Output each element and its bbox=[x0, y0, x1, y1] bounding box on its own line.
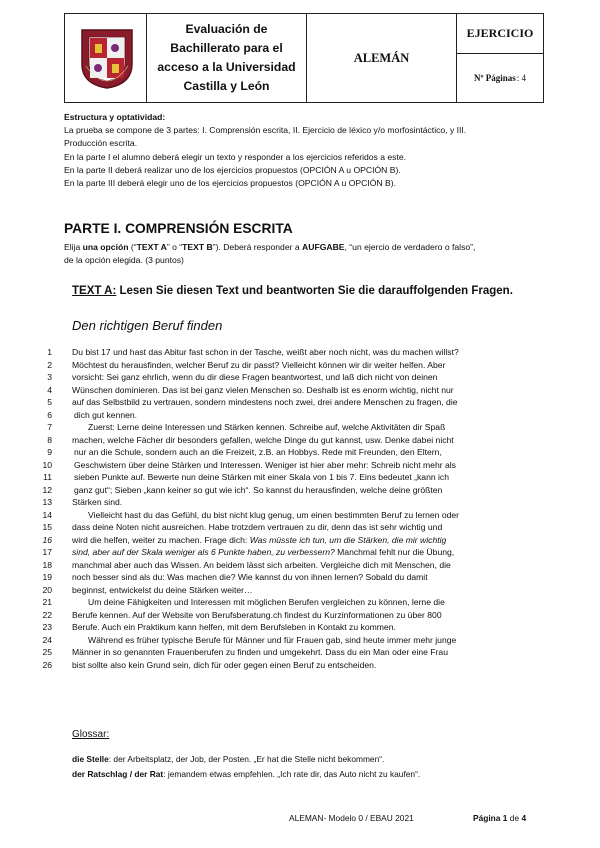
line-number: 7 bbox=[47, 422, 52, 432]
line-number: 8 bbox=[47, 434, 52, 445]
line-number: 18 bbox=[42, 559, 52, 570]
structure-line: En la parte I el alumno deberá elegir un texto y responder a los ejercicios referidos a este. bbox=[64, 151, 407, 162]
text-line: 26 bist sollte also kein Grund sein, dich für oder gegen einen Beruf zu entscheiden. bbox=[30, 659, 550, 672]
glossary-entry: die Stelle: der Arbeitsplatz, der Job, der Posten. „Er hat die Stelle nicht bekommen“. bbox=[72, 754, 385, 764]
line-number: 12 bbox=[42, 484, 52, 495]
text-line: 16 wird die helfen, weiter zu machen. Frage dich: Was müsste ich tun, um die Stärken, die mir wichtig bbox=[30, 534, 550, 547]
text-line: 18 manchmal aber auch das Wissen. An beidem lässt sich arbeiten. Vergleiche dich mit Menschen, die bbox=[30, 559, 550, 572]
text-line: 17 sind, aber auf der Skala weniger als 6 Punkte haben, zu verbessern? Manchmal fehlt nur die Übung, bbox=[30, 546, 550, 559]
line-number: 24 bbox=[42, 634, 52, 645]
part-title: PARTE I. COMPRENSIÓN ESCRITA bbox=[64, 221, 293, 236]
structure-line: La prueba se compone de 3 partes: I. Comprensión escrita, II. Ejercicio de léxico y/o morfosintáctico, y III. bbox=[64, 125, 467, 136]
line-number: 19 bbox=[42, 572, 52, 582]
pages-value: : 4 bbox=[516, 72, 526, 83]
text-line: 15 dass deine Noten nicht ausreichen. Habe trotzdem vertrauen zu dir, denn das ist sehr wichtig und bbox=[30, 521, 550, 534]
text-a-instruction: Lesen Sie diesen Text und beantworten Sie die darauffolgenden Fragen. bbox=[116, 285, 513, 297]
line-number: 21 bbox=[42, 597, 52, 607]
line-number: 14 bbox=[42, 509, 52, 520]
part-description: Elija una opción (“TEXT A” o “TEXT B”). Deberá responder a AUFGABE, “un ejercio de verdadero o falso”, de la opción elegida. (3 puntos) bbox=[64, 242, 476, 265]
line-number: 13 bbox=[42, 497, 52, 507]
structure-line: En la parte II deberá realizar uno de los ejercicios propuestos (OPCIÓN A u OPCIÓN B). bbox=[64, 164, 401, 175]
exercise-label: EJERCICIO bbox=[457, 14, 543, 54]
glossary bbox=[72, 752, 552, 782]
line-number: 15 bbox=[42, 522, 52, 532]
text-subtitle: Den richtigen Beruf finden bbox=[72, 318, 223, 333]
logo-cell bbox=[65, 14, 147, 102]
text-line: 23 Berufe. Auch ein Praktikum kann helfen, mit dem Berufsleben in Kontakt zu kommen. bbox=[30, 621, 550, 634]
text-line: 1 Du bist 17 und hast das Abitur fast schon in der Tasche, weißt aber noch nicht, was du machen willst? bbox=[30, 346, 550, 359]
text-line: 6 dich gut kennen. bbox=[30, 409, 550, 422]
text-line: 9 nur an die Schule, sondern auch an die Freizeit, z.B. an Hobbys. Rede mit Freunden, den Eltern, bbox=[30, 446, 550, 459]
line-number: 26 bbox=[42, 659, 52, 670]
text-line: 25 Männer in so genannten Frauenberufen zu finden und umgekehrt. Dass du ein Man oder eine Frau bbox=[30, 646, 550, 659]
line-number: 23 bbox=[42, 622, 52, 632]
pages-label: Nº Páginas bbox=[474, 72, 516, 83]
structure-line: En la parte III deberá elegir uno de los ejercicios propuestos (OPCIÓN A u OPCIÓN B). bbox=[64, 178, 396, 189]
text-a-heading bbox=[72, 285, 513, 297]
glossary-entry: der Ratschlag / der Rat: jemandem etwas empfehlen. „Ich rate dir, das Auto nicht zu kaufen“. bbox=[72, 769, 421, 779]
line-number: 4 bbox=[47, 384, 52, 395]
text-line: 3 vorsicht: Sei ganz ehrlich, wenn du dir diese Fragen beantwortest, und laß dich nicht von deinen bbox=[30, 371, 550, 384]
line-number: 1 bbox=[47, 347, 52, 357]
page-indicator: Página 1 de 4 bbox=[473, 813, 527, 823]
text-line: 4 Wünschen dominieren. Das ist bei ganz vielen Menschen so. Deshalb ist es enorm wichtig, nicht nur bbox=[30, 384, 550, 397]
structure-line: Producción escrita. bbox=[64, 138, 138, 149]
text-line: 7 Zuerst: Lerne deine Interessen und Stärken kennen. Schreibe auf, welche Aktivitäten dir Spaß bbox=[30, 421, 550, 434]
text-line: 24 Während es früher typische Berufe für Männer und für Frauen gab, sind heute immer mehr junge bbox=[30, 634, 550, 647]
text-line: 21 Um deine Fähigkeiten und Interessen mit möglichen Berufen vergleichen zu können, lerne die bbox=[30, 596, 550, 609]
title-line: Bachillerato para el bbox=[170, 41, 283, 55]
line-number: 22 bbox=[42, 609, 52, 620]
line-number: 16 bbox=[42, 534, 52, 545]
line-number: 10 bbox=[42, 459, 52, 470]
text-line: 22 Berufe kennen. Auf der Website von Berufsberatung.ch findest du Kurzinformationen zu über 800 bbox=[30, 609, 550, 622]
line-number: 6 bbox=[47, 409, 52, 420]
subject-name: ALEMÁN bbox=[307, 14, 457, 102]
title-line: acceso a la Universidad bbox=[157, 60, 296, 74]
glossary-heading: Glossar: bbox=[72, 729, 110, 740]
structure-section bbox=[64, 111, 544, 190]
line-number: 25 bbox=[42, 647, 52, 657]
footer-model: ALEMAN- Modelo 0 / EBAU 2021 bbox=[289, 813, 414, 823]
text-line: 13 Stärken sind. bbox=[30, 496, 550, 509]
text-line: 10 Geschwistern über deine Stärken und Interessen. Weniger ist hier aber mehr: Schreib nicht mehr als bbox=[30, 459, 550, 472]
text-a-label: TEXT A: bbox=[72, 285, 117, 297]
university-seal-logo bbox=[78, 26, 136, 90]
line-number: 20 bbox=[42, 584, 52, 595]
line-number: 17 bbox=[42, 547, 52, 557]
pages-count bbox=[457, 53, 543, 102]
exam-title bbox=[147, 14, 307, 102]
title-line: Castilla y León bbox=[183, 79, 270, 93]
text-line: 5 auf das Selbstbild zu vertrauen, sondern mindestens noch zwei, drei andere Menschen zu fragen, die bbox=[30, 396, 550, 409]
text-line: 20 beginnst, entwickelst du deine Stärken weiter… bbox=[30, 584, 550, 597]
line-number: 2 bbox=[47, 359, 52, 370]
line-number: 11 bbox=[43, 472, 52, 482]
reading-text bbox=[30, 346, 550, 671]
line-number: 3 bbox=[47, 372, 52, 382]
title-line: Evaluación de bbox=[185, 22, 268, 36]
text-line: 2 Möchtest du herausfinden, welcher Beruf zu dir passt? Vielleicht können wir dir weiter helfen. Aber bbox=[30, 359, 550, 372]
header-table bbox=[64, 13, 544, 103]
text-line: 11 sieben Punkte auf. Bewerte nun deine Stärken mit einer Skala von 1 bis 7. Eins bedeutet „kann ich bbox=[30, 471, 550, 484]
text-line: 19 noch besser sind als du: Was machen die? Wie kannst du von ihnen lernen? Sobald du damit bbox=[30, 571, 550, 584]
text-line: 8 machen, welche Fächer dir besonders gefallen, welche Dinge du gut kannst, usw. Denke dabei nicht bbox=[30, 434, 550, 447]
structure-heading: Estructura y optatividad: bbox=[64, 112, 166, 122]
text-line: 14 Vielleicht hast du das Gefühl, du bist nicht klug genug, um einen bestimmten Beruf zu lernen oder bbox=[30, 509, 550, 522]
exercise-cell bbox=[457, 14, 543, 102]
line-number: 5 bbox=[47, 397, 52, 407]
line-number: 9 bbox=[47, 447, 52, 457]
text-line: 12 ganz gut“; Sieben „kann keiner so gut wie ich“. So kannst du herausfinden, welche deine größten bbox=[30, 484, 550, 497]
